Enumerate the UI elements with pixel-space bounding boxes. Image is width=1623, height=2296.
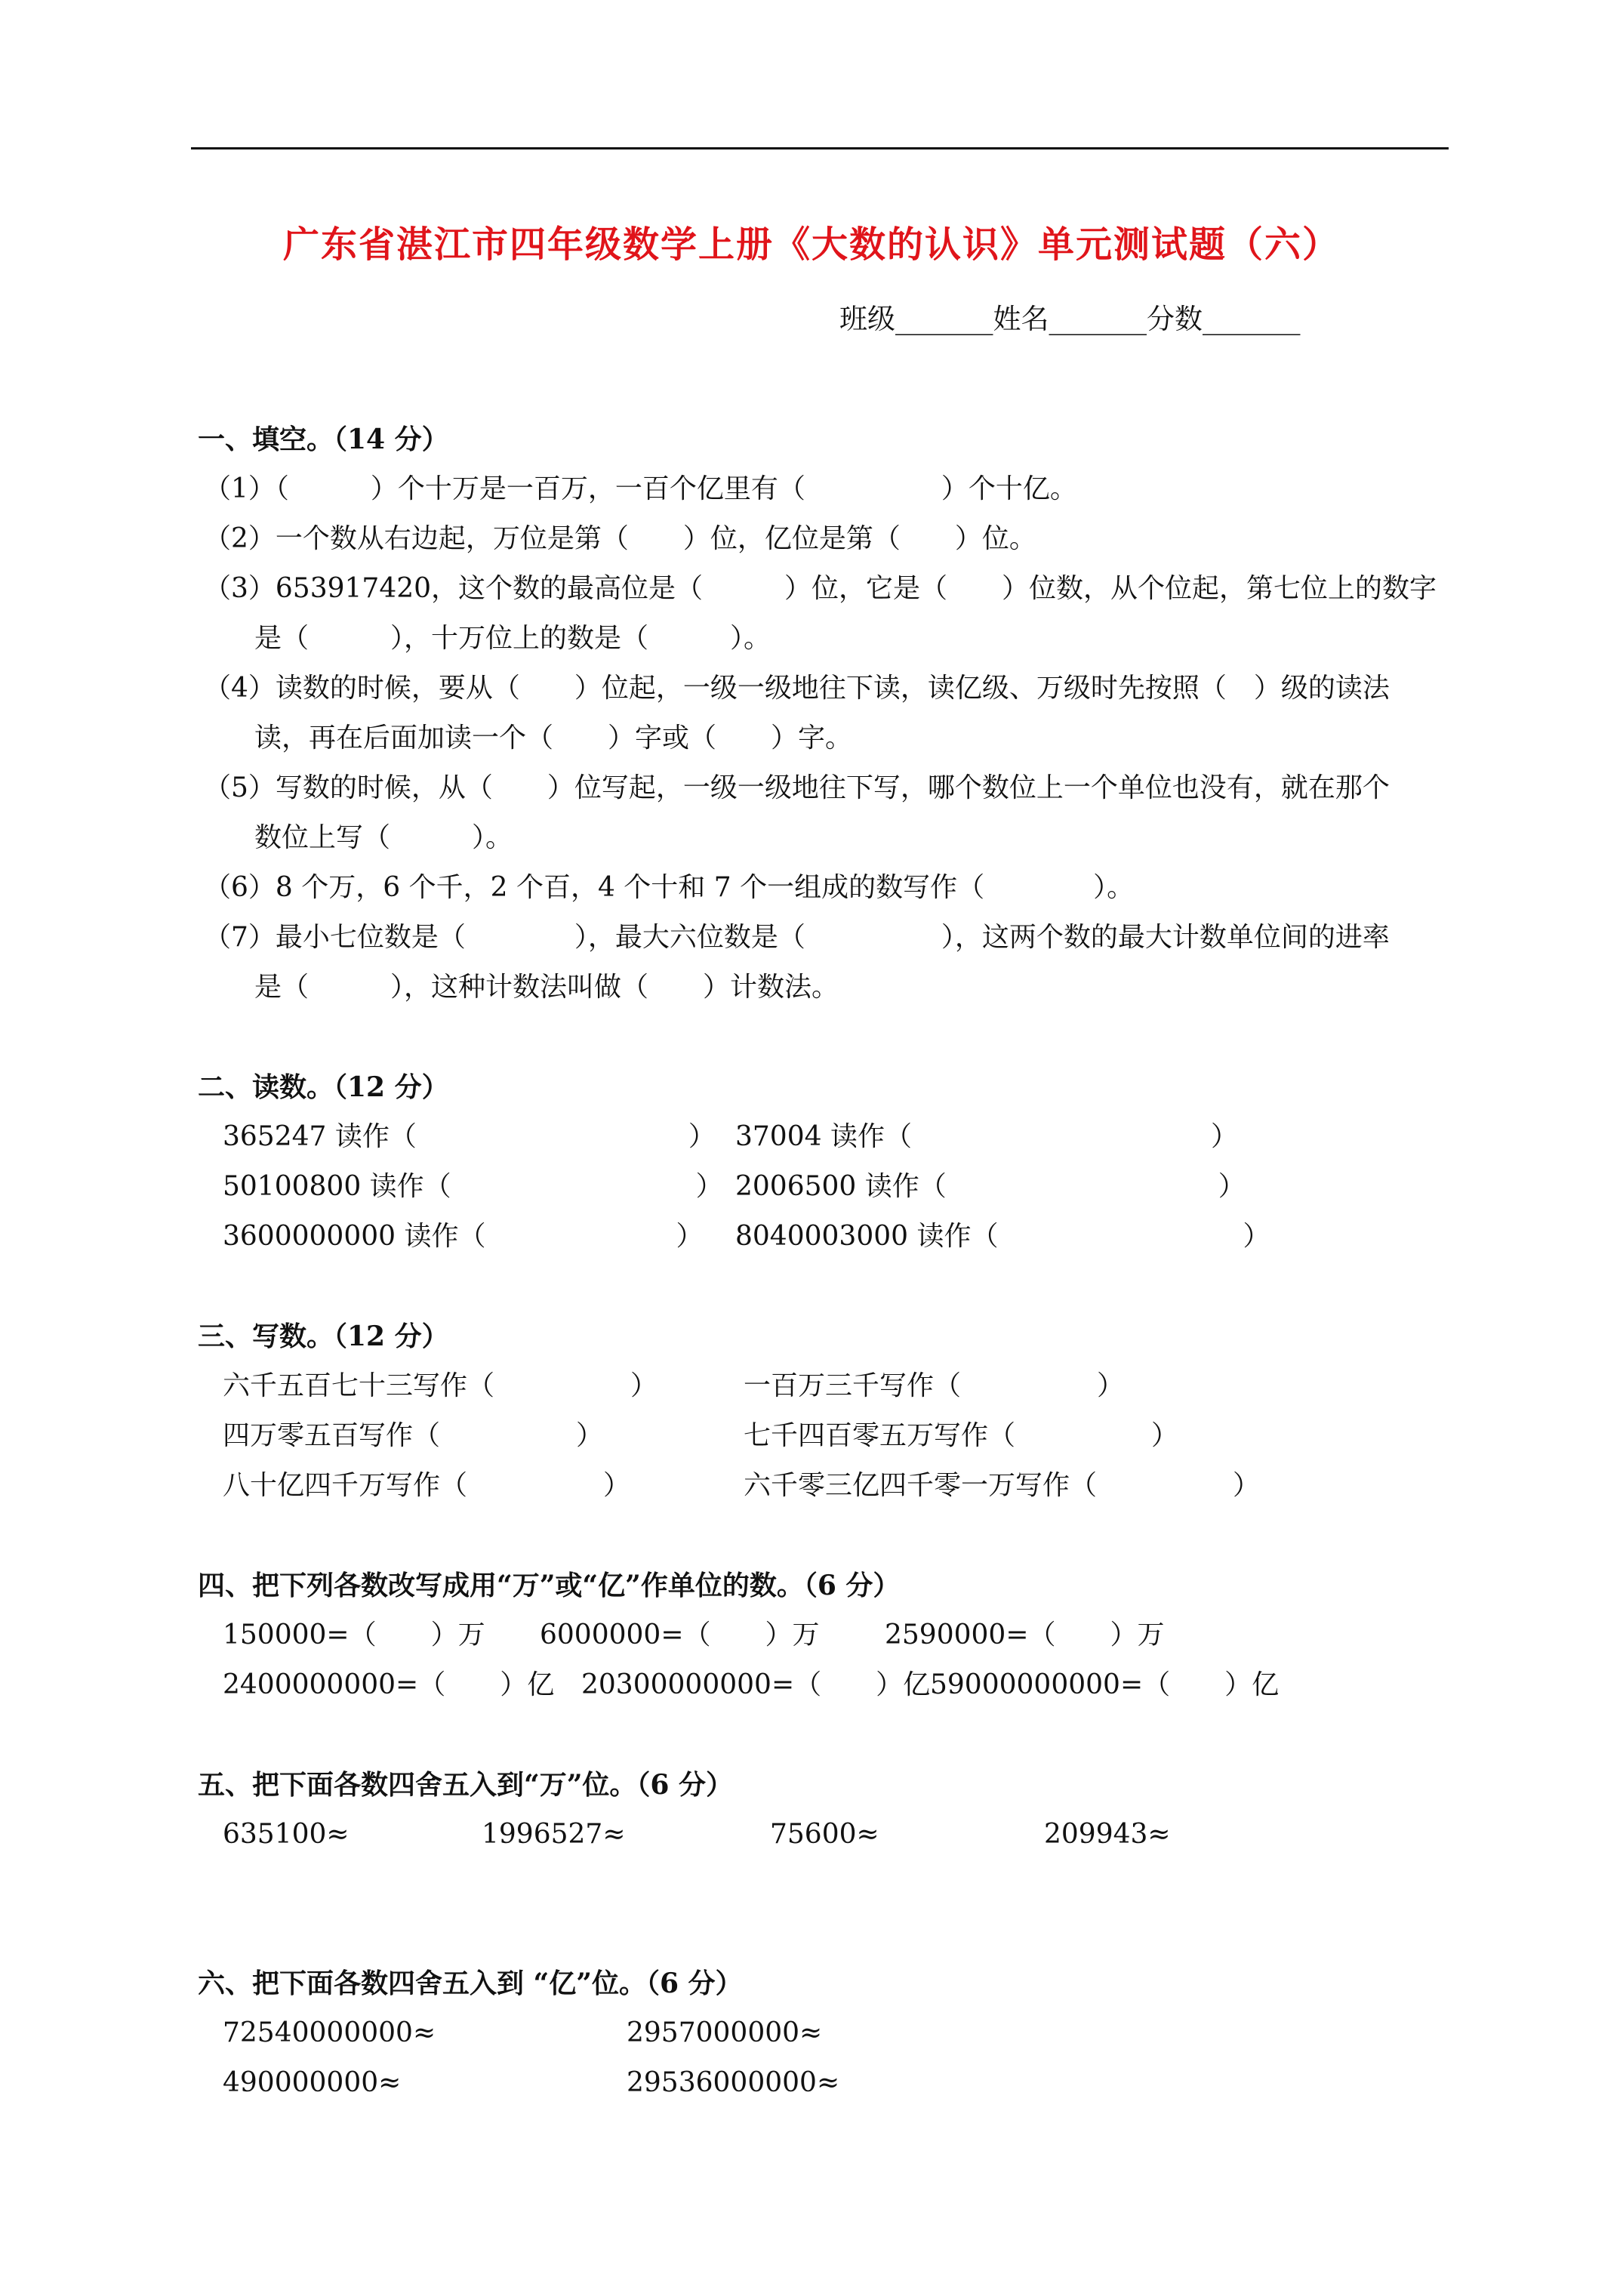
page-title: 广东省湛江市四年级数学上册《大数的认识》单元测试题（六） [282,223,1340,266]
convert-unit-item: 150000=（ ）万 [223,1620,485,1650]
write-number-item: 四万零五百写作（ ） [223,1420,604,1451]
read-number-item: 365247 读作（ ） [223,1121,716,1152]
read-number-item: 3600000000 读作（ ） [223,1221,704,1252]
read-number-item: 2006500 读作（ ） [735,1171,1246,1202]
question-line: （4）读数的时候，要从（ ）位起，一级一级地往下读，读亿级、万级时先按照（ ）级的读法 [204,673,1390,704]
read-number-item: 37004 读作（ ） [735,1121,1238,1152]
write-number-item: 八十亿四千万写作（ ） [223,1470,631,1501]
rounding-item: 72540000000≈ [223,2017,436,2048]
read-number-item: 8040003000 读作（ ） [735,1221,1270,1252]
question-line: （7）最小七位数是（ ），最大六位数是（ ），这两个数的最大计数单位间的进率 [204,922,1390,953]
section-6-heading: 六、把下面各数四舍五入到 “亿”位。（6 分） [198,1968,743,1999]
section-5-heading: 五、把下面各数四舍五入到“万”位。（6 分） [198,1769,733,1801]
rounding-item: 490000000≈ [223,2067,402,2098]
rounding-item: 635100≈ [223,1819,350,1850]
section-1-heading: 一、填空。（14 分） [198,424,449,455]
question-line: 是（ ），十万位上的数是（ ）。 [254,623,771,654]
header-rule [191,147,1449,149]
section-4-heading: 四、把下列各数改写成用“万”或“亿”作单位的数。（6 分） [198,1570,901,1601]
write-number-item: 一百万三千写作（ ） [744,1370,1125,1401]
write-number-item: 七千四百零五万写作（ ） [744,1420,1179,1451]
rounding-item: 29536000000≈ [627,2067,840,2098]
section-3-heading: 三、写数。（12 分） [198,1321,449,1352]
convert-unit-item: 2590000=（ ）万 [885,1620,1165,1650]
rounding-item: 2957000000≈ [627,2017,823,2048]
question-line: 数位上写（ ）。 [254,822,513,853]
write-number-item: 六千零三亿四千零一万写作（ ） [744,1470,1261,1501]
question-line: （3）653917420，这个数的最高位是（ ）位，它是（ ）位数，从个位起，第七位上的数字 [204,573,1437,604]
rounding-item: 1996527≈ [482,1819,626,1850]
question-line: （5）写数的时候，从（ ）位写起，一级一级地往下写，哪个数位上一个单位也没有，就在那个 [204,772,1390,803]
student-info-line: 班级_______姓名_______分数_______ [839,303,1301,335]
convert-unit-item: 59000000000=（ ）亿 [930,1669,1280,1700]
rounding-item: 75600≈ [770,1819,879,1850]
question-line: （6）8 个万，6 个千，2 个百，4 个十和 7 个一组成的数写作（ ）。 [204,872,1135,903]
question-line: 读，再在后面加读一个（ ）字或（ ）字。 [254,723,853,754]
read-number-item: 50100800 读作（ ） [223,1171,723,1202]
convert-unit-item: 20300000000=（ ）亿 [581,1669,931,1700]
convert-unit-item: 6000000=（ ）万 [540,1620,820,1650]
question-line: 是（ ），这种计数法叫做（ ）计数法。 [254,972,839,1003]
convert-unit-item: 2400000000=（ ）亿 [223,1669,555,1700]
rounding-item: 209943≈ [1044,1819,1171,1850]
question-line: （2）一个数从右边起，万位是第（ ）位，亿位是第（ ）位。 [204,523,1036,554]
section-2-heading: 二、读数。（12 分） [198,1071,449,1103]
write-number-item: 六千五百七十三写作（ ） [223,1370,658,1401]
question-line: （1）（ ）个十万是一百万，一百个亿里有（ ）个十亿。 [204,473,1077,504]
